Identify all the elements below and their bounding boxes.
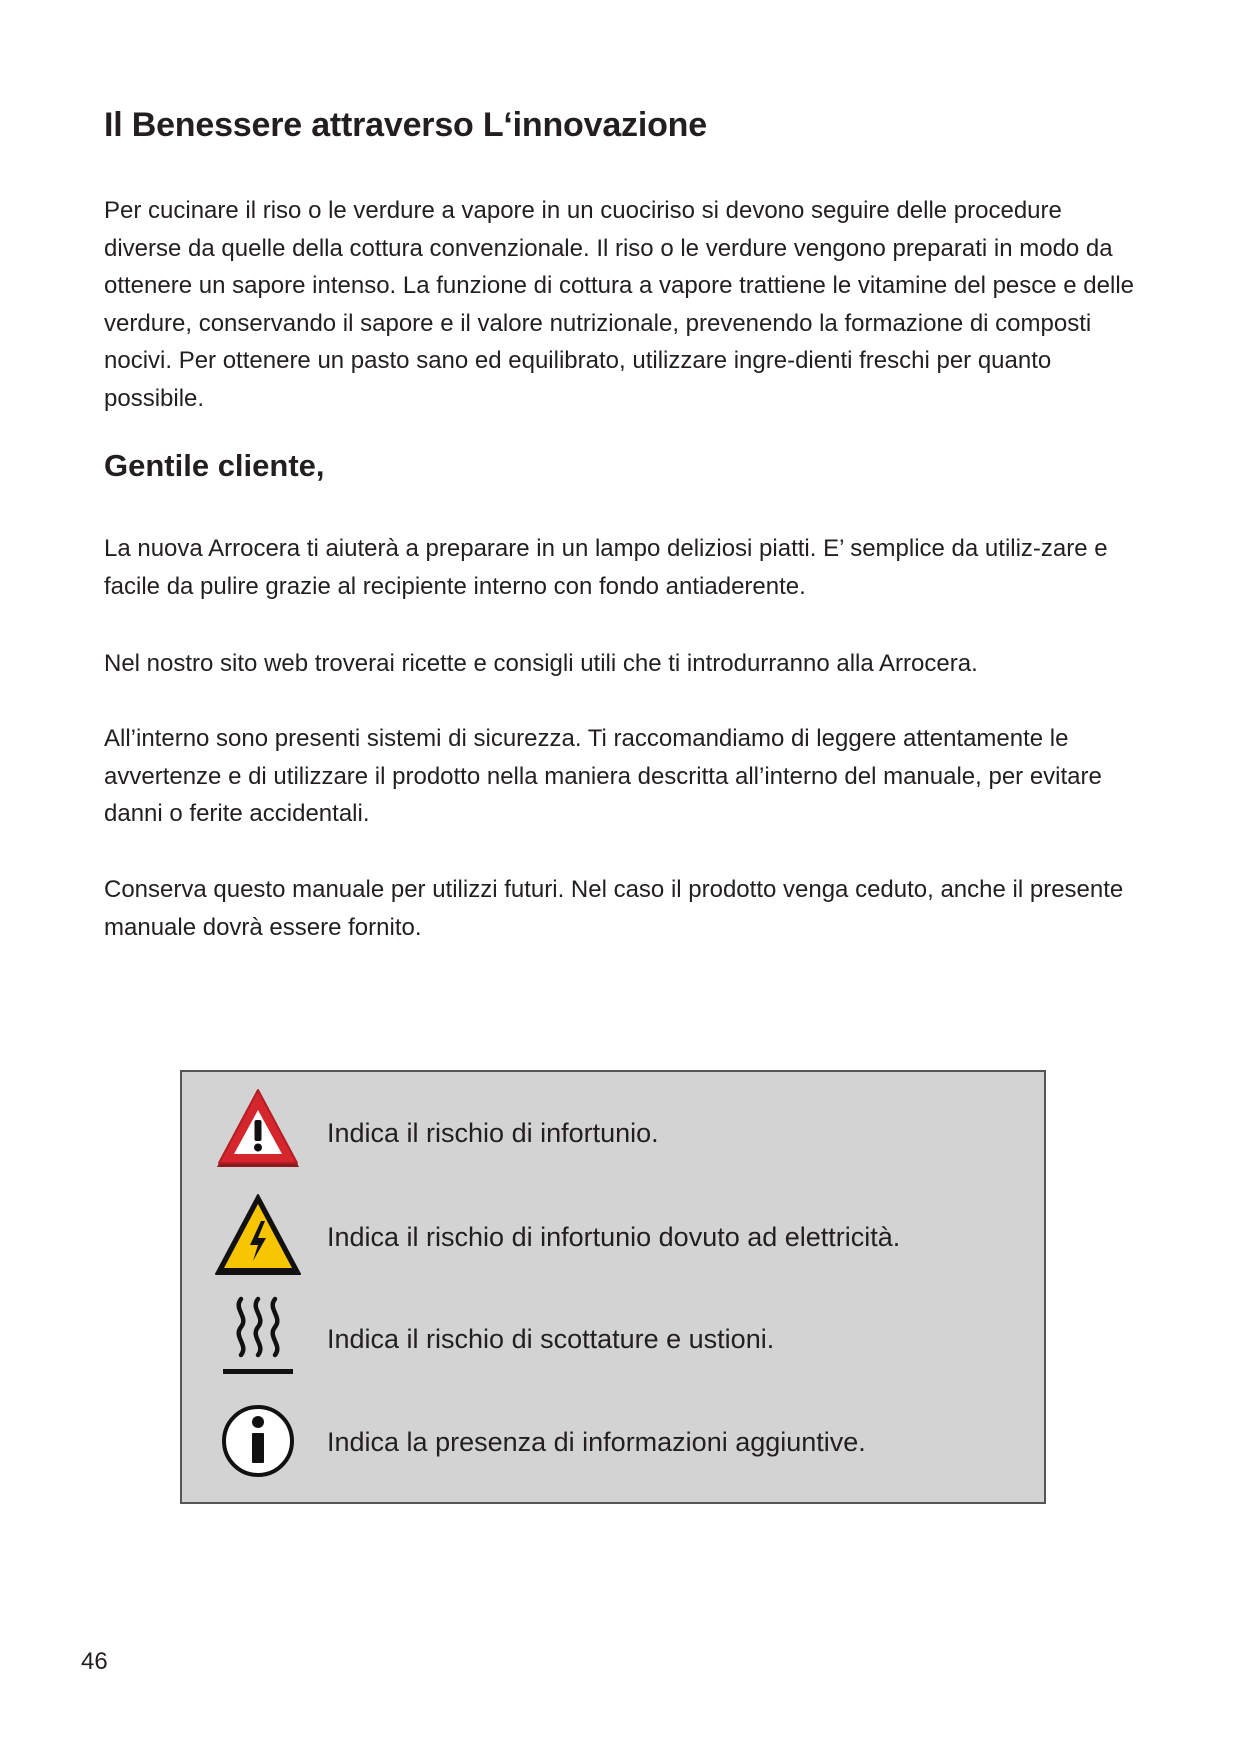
symbols-legend — [180, 1070, 1046, 1504]
salutation: Gentile cliente, — [104, 448, 325, 483]
legend-row-hot — [182, 1293, 1044, 1393]
paragraph-conserve: Conserva questo manuale per utilizzi futuri. Nel caso il prodotto venga ceduto, anche il presente manuale dovrà essere fornito. — [104, 876, 1124, 941]
intro-paragraph: Per cucinare il riso o le verdure a vapore in un cuociriso si devono seguire delle procedure diverse da quelle della cottura convenzionale. Il riso o le verdure vengono preparati in modo da ottenere un sapore intenso. La funzione di cottura a vapore trattiene le vitamine del pesce e delle verdure, conservando il sapore e il valore nutrizionale, prevenendo la formazione di composti nocivi. Per ottenere un pasto sano ed equilibrato, utilizzare ingre-dienti freschi per quanto possibile. — [104, 197, 1134, 412]
legend-text-hot: Indica il rischio di scottature e ustioni. — [327, 1324, 775, 1354]
paragraph-safety: All’interno sono presenti sistemi di sicurezza. Ti raccomandiamo di leggere attentamente le avvertenze e di utilizzare il prodotto nella maniera descritta all’interno del manuale, per evitare danni o ferite accidentali. — [104, 725, 1102, 827]
legend-text-warning: Indica il rischio di infortunio. — [327, 1118, 659, 1148]
legend-row-warning — [182, 1087, 1044, 1187]
hot-surface-icon — [213, 1293, 303, 1383]
warning-icon — [213, 1087, 303, 1177]
legend-text-info: Indica la presenza di informazioni aggiuntive. — [327, 1427, 866, 1457]
electric-hazard-icon — [213, 1191, 303, 1281]
paragraph-arrocera: La nuova Arrocera ti aiuterà a preparare in un lampo deliziosi piatti. E’ semplice da utiliz-zare e facile da pulire grazie al recipiente interno con fondo antiaderente. — [104, 535, 1108, 600]
legend-row-info — [182, 1396, 1044, 1496]
page-number: 46 — [81, 1648, 108, 1675]
info-icon — [213, 1396, 303, 1486]
paragraph-website: Nel nostro sito web troverai ricette e consigli utili che ti introdurranno alla Arrocera. — [104, 650, 978, 677]
legend-text-electric: Indica il rischio di infortunio dovuto ad elettricità. — [327, 1222, 901, 1252]
legend-row-electric — [182, 1191, 1044, 1291]
page-title: Il Benessere attraverso L‘innovazione — [104, 106, 707, 144]
